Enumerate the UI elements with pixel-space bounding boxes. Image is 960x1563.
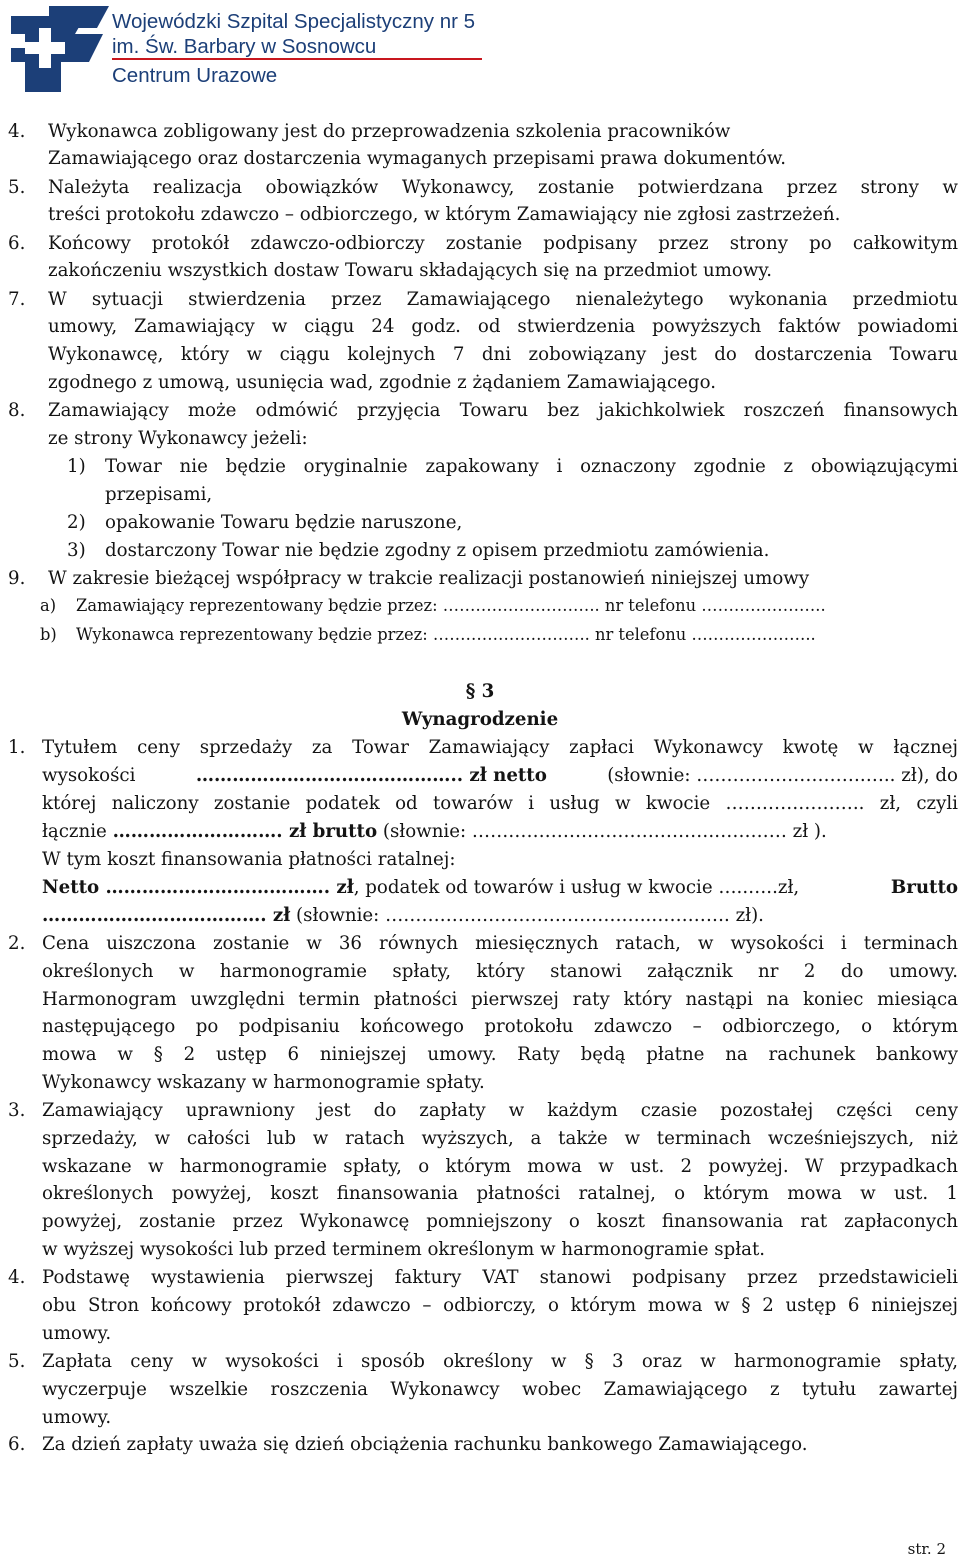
pay-3-line4: określonych powyżej, koszt finansowania płatności ratalnej, o którym mowa w ust. 1 [42, 1183, 958, 1205]
page-number: str. 2 [907, 1540, 946, 1558]
item-9-line1: W zakresie bieżącej współpracy w trakcie realizacji postanowień niniejszej umowy [48, 568, 810, 589]
pay-5-line2: wyczerpuje wszelkie roszczenia Wykonawcy wobec Zamawiającego z tytułu zawartej [42, 1378, 958, 1400]
item-6-num: 6. [8, 233, 26, 254]
sub-1-num: 1) [67, 456, 86, 477]
pay-4-line2: obu Stron końcowy protokół zdawczo – odbiorczy, o którym mowa w § 2 ustęp 6 niniejszej [42, 1294, 958, 1316]
pay-2-num: 2. [8, 933, 26, 954]
item-7-num: 7. [8, 289, 26, 310]
section-title: Wynagrodzenie [401, 709, 559, 730]
sub-b-num: b) [40, 625, 57, 644]
pay-1-line1: Tytułem ceny sprzedaży za Towar Zamawiający zapłaci Wykonawcy kwotę w łącznej [42, 737, 958, 758]
item-9-num: 9. [8, 568, 26, 589]
item-4-line1: 4. Wykonawca zobligowany jest do przeprowadzenia szkolenia pracowników [8, 118, 958, 146]
sub-2-line1: opakowanie Towaru będzie naruszone, [105, 512, 463, 533]
item-7-line4: zgodnego z umową, usunięcia wad, zgodnie z żądaniem Zamawiającego. [48, 372, 716, 393]
item-7-line1: W sytuacji stwierdzenia przez Zamawiającego nienależytego wykonania przedmiotu [48, 289, 958, 310]
section-number [0, 678, 960, 706]
letterhead [0, 0, 960, 100]
hospital-name-line2: im. Św. Barbary w Sosnowcu [112, 35, 377, 58]
sub-1-line1: Towar nie będzie oryginalnie zapakowany i oznaczony zgodnie z obowiązującymi [105, 456, 958, 477]
sub-3-num: 3) [67, 540, 86, 561]
pay-2-line2: określonych w harmonogramie spłaty, który stanowi załącznik nr 2 do umowy. [42, 960, 958, 982]
pay-4-num: 4. [8, 1267, 26, 1288]
pay-2-line5: mowa w § 2 ustęp 6 niniejszej umowy. Raty będą płatne na rachunek bankowy [42, 1044, 958, 1066]
brutto-amount: ………………………………. zł [42, 905, 291, 926]
pay-3-line2: sprzedaży, w całości lub w ratach wyższych, a także w terminach wcześniejszych, niż [42, 1127, 958, 1149]
pay-4-line3: umowy. [42, 1322, 112, 1344]
netto-amount: Netto ………………………………. zł [42, 877, 354, 898]
pay-3-num: 3. [8, 1100, 26, 1121]
sub-a-num: a) [40, 596, 57, 615]
pay-2-line1: Cena uiszczona zostanie w 36 równych miesięcznych ratach, w wysokości i terminach [42, 933, 958, 954]
pay-3-line6: w wyższej wysokości lub przed terminem określonym w harmonogramie spłat. [42, 1239, 766, 1260]
pay-1-line6: Netto ………………………………. zł, podatek od towarów i usług w kwocie …..…..zł, Brutto [42, 874, 958, 902]
item-5-line2: treści protokołu zdawczo – odbiorczego, w którym Zamawiający nie zgłosi zastrzeżeń. [48, 204, 841, 225]
item-4-text1: Wykonawca zobligowany jest do przeprowadzenia szkolenia pracowników [48, 121, 731, 142]
pay-1-num: 1. [8, 737, 26, 758]
item-8-line1: Zamawiający może odmówić przyjęcia Towaru bez jakichkolwiek roszczeń finansowych [48, 400, 958, 421]
pay-3-line5: powyżej, zostanie przez Wykonawcę pomniejszony o koszt finansowania rat zapłaconych [42, 1211, 958, 1233]
item-6-line2: zakończeniu wszystkich dostaw Towaru składających się na przedmiot umowy. [48, 260, 773, 281]
sub-1-line2: przepisami, [105, 484, 213, 505]
pay-3-line1: Zamawiający uprawniony jest do zapłaty w każdym czasie pozostałej części ceny [42, 1100, 958, 1121]
pay-5-line1: Zapłata ceny w wysokości i sposób określony w § 3 oraz w harmonogramie spłaty, [42, 1351, 958, 1372]
hospital-name [112, 9, 475, 59]
pay-2-line6: Wykonawcy wskazany w harmonogramie spłaty. [42, 1072, 485, 1093]
pay-1-line3: której naliczony zostanie podatek od towarów i usług w kwocie ………………….. zł, czyli [42, 793, 958, 814]
sub-a-text: Zamawiający reprezentowany będzie przez: ……………………….. nr telefonu ………………….. [76, 596, 826, 615]
item-6-line1: Końcowy protokół zdawczo-odbiorczy zostanie podpisany przez strony po całkowitym [48, 233, 958, 254]
sub-3-line1: dostarczony Towar nie będzie zgodny z opisem przedmiotu zamówienia. [105, 540, 770, 561]
brutto-label: Brutto [890, 877, 958, 898]
hospital-cross-icon [5, 4, 111, 94]
pay-5-num: 5. [8, 1351, 26, 1372]
pay-2-line3: Harmonogram uwzględni termin płatności pierwszej raty który nastąpi na koniec miesiąca [42, 988, 958, 1010]
pay-1-line5: W tym koszt finansowania płatności ratalnej: [42, 849, 456, 870]
pay-6-line1: Za dzień zapłaty uważa się dzień obciążenia rachunku bankowego Zamawiającego. [42, 1434, 808, 1455]
item-4-line2: Zamawiającego oraz dostarczenia wymaganych przepisami prawa dokumentów. [48, 148, 787, 169]
pay-1-line4: łącznie ………………………. zł brutto (słownie: ………………………………….………… zł ). [42, 821, 827, 842]
hospital-name-line3: Centrum Urazowe [112, 64, 278, 87]
net-amount: …………………………………….. zł netto [195, 765, 547, 786]
pay-6-num: 6. [8, 1434, 26, 1455]
item-7-line3: Wykonawcę, który w ciągu kolejnych 7 dni zobowiązany jest do dostarczenia Towaru [48, 344, 958, 365]
item-5-num: 5. [8, 177, 26, 198]
gross-amount: ………………………. zł brutto [112, 821, 378, 842]
pay-4-line1: Podstawę wystawienia pierwszej faktury VAT stanowi podpisany przez przedstawicieli [42, 1267, 958, 1288]
sub-2-num: 2) [67, 512, 86, 533]
item-7-line2: umowy, Zamawiający w ciągu 24 godz. od stwierdzenia powyższych faktów powiadomi [48, 316, 958, 337]
item-5-line1: Należyta realizacja obowiązków Wykonawcy, zostanie potwierdzana przez strony w [48, 177, 958, 198]
section-symbol: § [465, 681, 476, 702]
pay-2-line4: następującego po podpisaniu końcowego protokołu zdawczo – odbiorczego, o którym [42, 1016, 958, 1038]
pay-3-line3: wskazane w harmonogramie spłaty, o którym mowa w ust. 2 powyżej. W przypadkach [42, 1155, 958, 1177]
sub-b-text: Wykonawca reprezentowany będzie przez: ……………………….. nr telefonu ………………….. [76, 625, 816, 644]
item-8-line2: ze strony Wykonawcy jeżeli: [48, 428, 308, 449]
pay-1-line7: ………………………………. zł (słownie: ……………………………………..…………. zł). [42, 905, 764, 926]
hospital-unit [112, 63, 277, 88]
item-8-num: 8. [8, 400, 26, 421]
section-number-text: 3 [481, 681, 495, 702]
pay-1-line2: wysokości …………………………………….. zł netto (słownie: ……………………….….. zł), do [42, 762, 958, 790]
header-divider [112, 58, 482, 60]
pay-5-line3: umowy. [42, 1406, 112, 1428]
hospital-name-line1: Wojewódzki Szpital Specjalistyczny nr 5 [112, 10, 476, 33]
